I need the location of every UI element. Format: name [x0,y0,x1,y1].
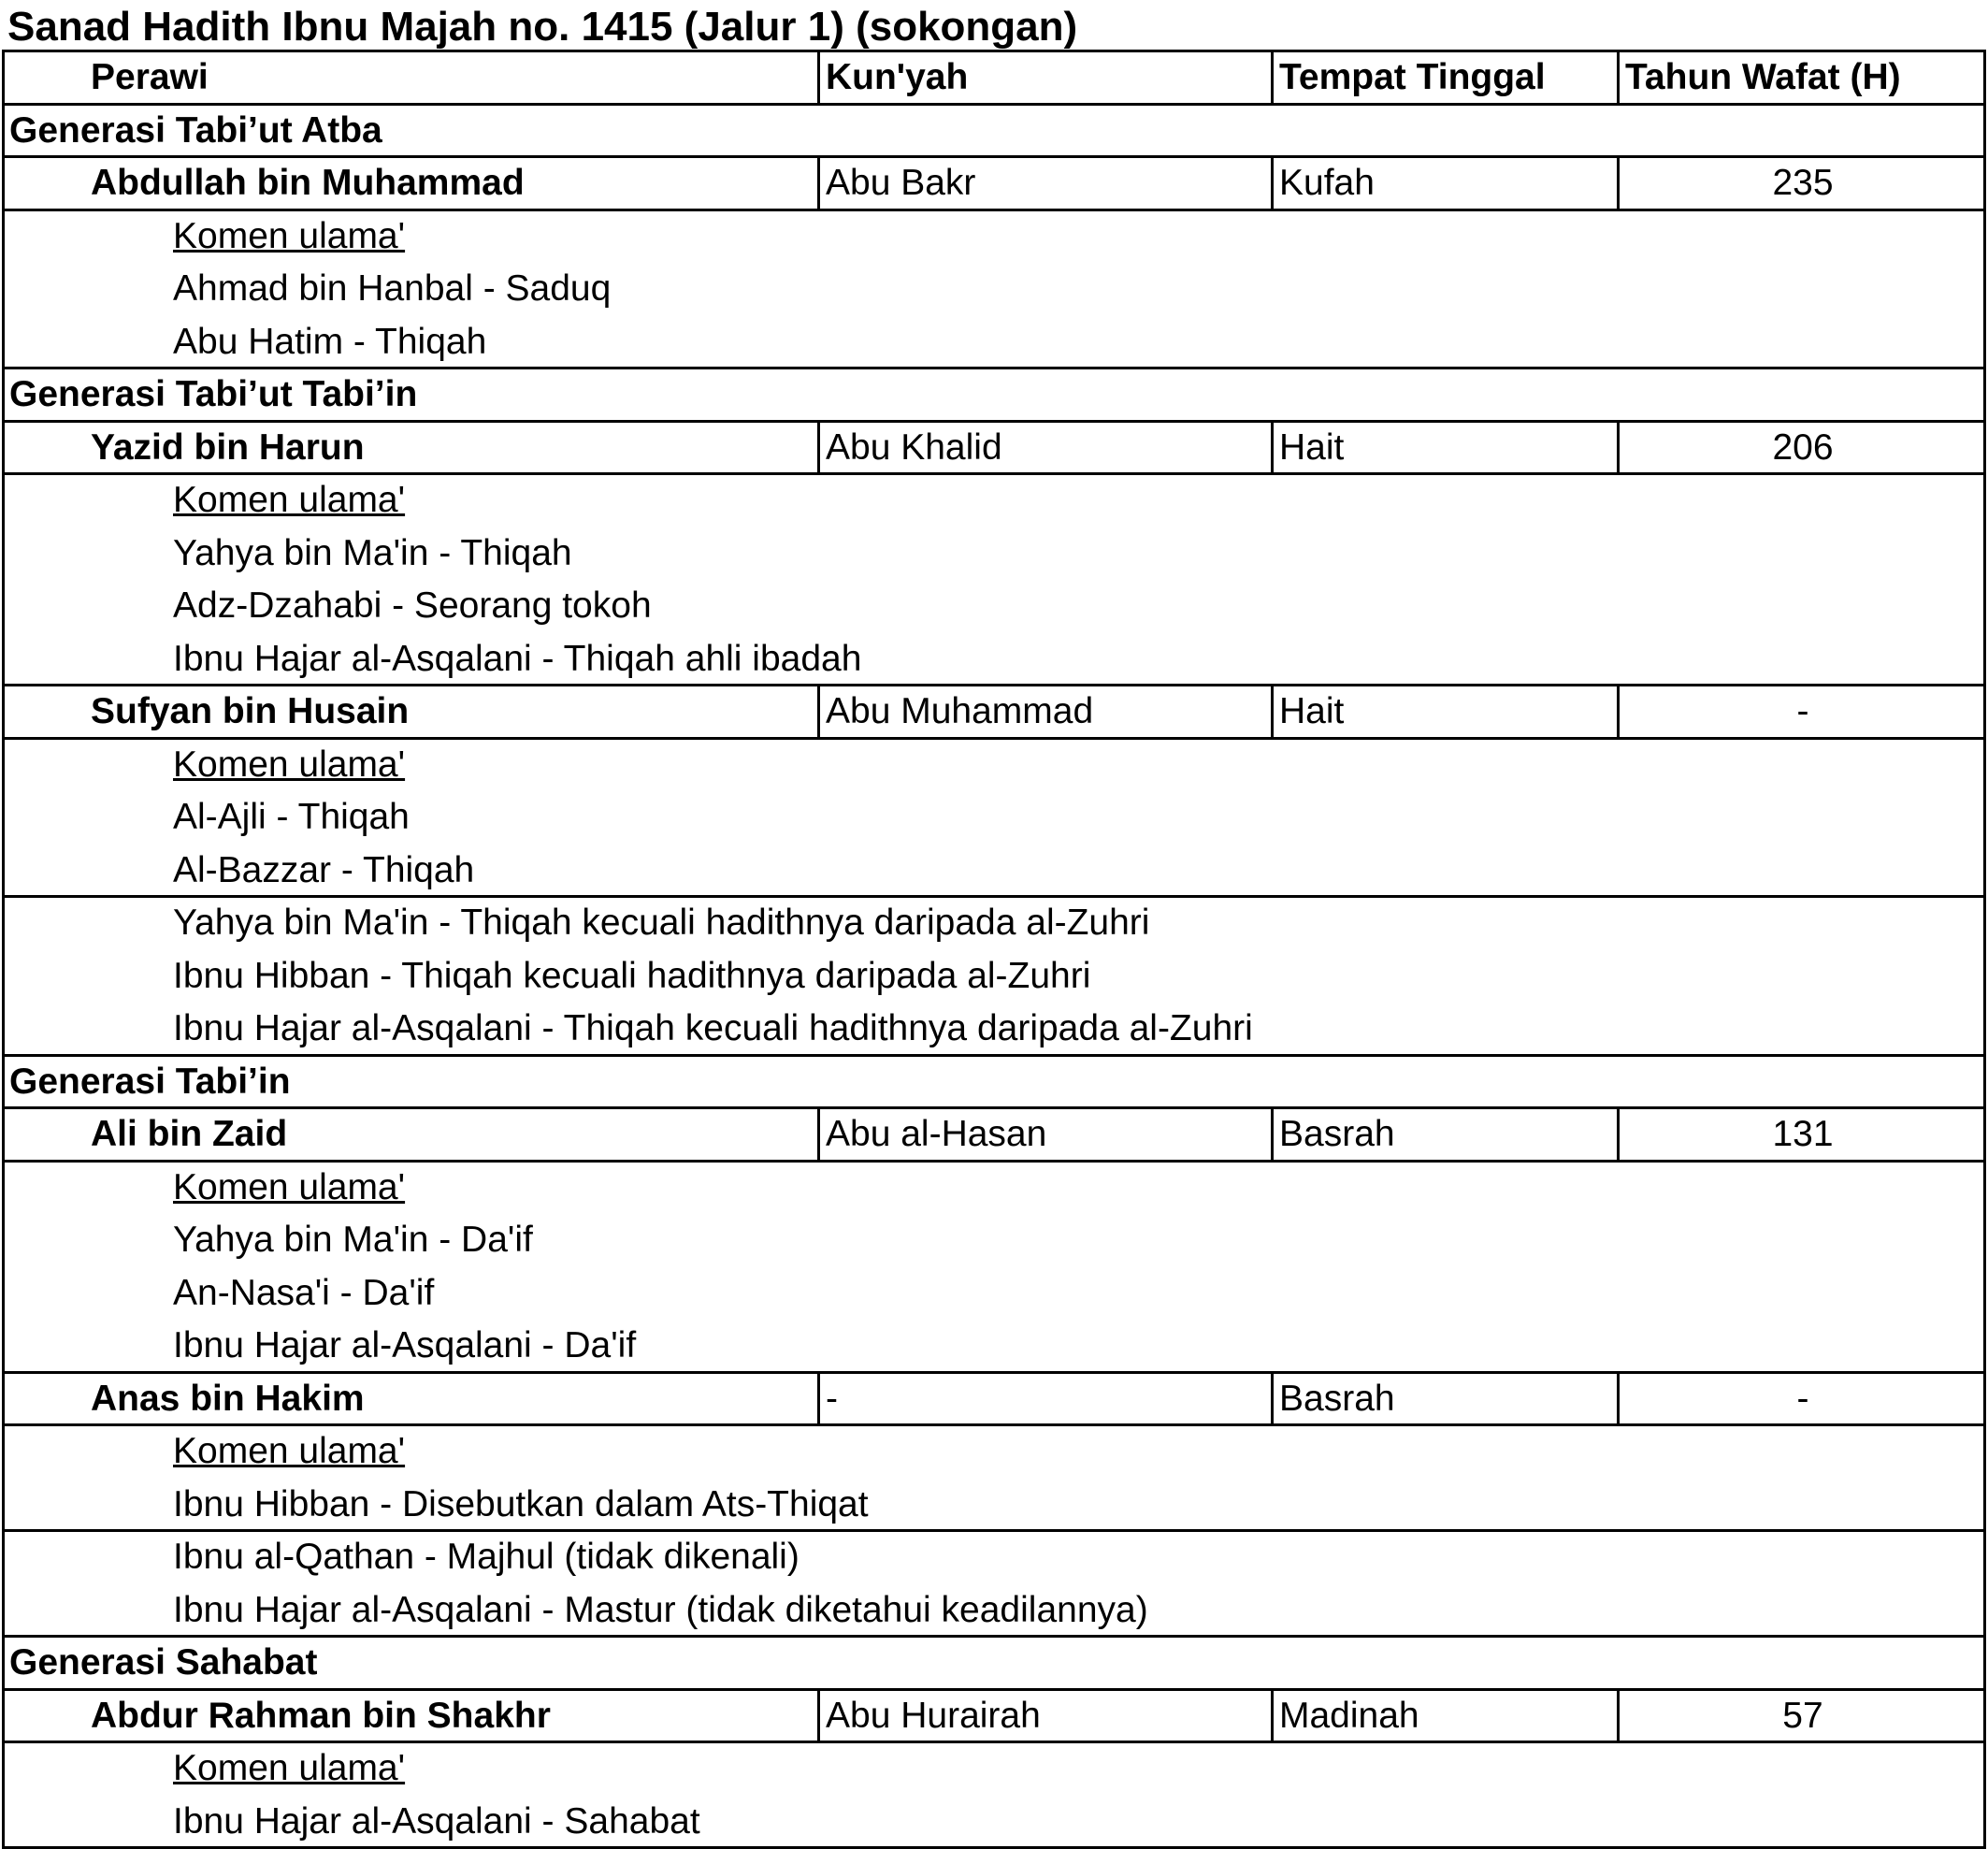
column-divider [2,50,5,1847]
narrator-tempat-tinggal: Basrah [1279,1114,1395,1154]
ulama-comment: Ibnu Hajar al-Asqalani - Thiqah ahli ibadah [173,638,862,679]
narrator-kunyah: Abu Bakr [826,163,976,203]
generation-label: Generasi Sahabat [9,1642,318,1683]
column-divider [1617,51,1620,106]
column-divider [1271,1689,1274,1744]
column-divider [1617,1107,1620,1163]
narrator-name: Yazid bin Harun [91,426,365,468]
ulama-comment: Ibnu Hibban - Thiqah kecuali hadithnya daripada al-Zuhri [173,955,1091,996]
komen-ulama-heading: Komen ulama' [173,1431,406,1471]
narrator-tempat-tinggal: Kufah [1279,163,1375,203]
narrator-tempat-tinggal: Hait [1279,426,1345,468]
narrator-tahun-wafat: 57 [1782,1695,1823,1736]
ulama-comment: Al-Bazzar - Thiqah [173,849,475,890]
sanad-table [2,50,1986,1847]
ulama-comment: An-Nasa'i - Da'if [173,1272,435,1313]
ulama-comment: Ibnu al-Qathan - Majhul (tidak dikenali) [173,1537,800,1577]
ulama-comment: Ibnu Hajar al-Asqalani - Da'if [173,1325,637,1365]
column-divider [1271,685,1274,740]
column-divider [1271,51,1274,106]
komen-ulama-heading: Komen ulama' [173,480,406,520]
generation-label: Generasi Tabi’in [9,1061,291,1102]
column-divider [1617,156,1620,211]
narrator-tempat-tinggal: Madinah [1279,1695,1419,1736]
narrator-name: Sufyan bin Husain [91,691,410,731]
column-header-kunyah: Kun'yah [826,57,969,97]
column-divider [1271,156,1274,211]
generation-label: Generasi Tabi’ut Tabi’in [9,374,418,414]
column-divider [1617,421,1620,476]
komen-ulama-heading: Komen ulama' [173,1748,406,1788]
narrator-tahun-wafat: 235 [1772,163,1834,203]
ulama-comment: Ibnu Hibban - Disebutkan dalam Ats-Thiqat [173,1483,869,1524]
column-header-tahun-wafat: Tahun Wafat (H) [1625,57,1901,97]
narrator-kunyah: Abu Hurairah [826,1695,1041,1736]
ulama-comment: Al-Ajli - Thiqah [173,797,410,837]
ulama-comment: Adz-Dzahabi - Seorang tokoh [173,585,652,626]
column-divider [1617,1689,1620,1744]
ulama-comment: Yahya bin Ma'in - Thiqah kecuali hadithnya daripada al-Zuhri [173,903,1150,943]
ulama-comment: Ibnu Hajar al-Asqalani - Sahabat [173,1800,700,1842]
column-divider [817,1107,820,1163]
narrator-tahun-wafat: 131 [1772,1114,1834,1154]
narrator-name: Ali bin Zaid [91,1114,288,1154]
ulama-comment: Ahmad bin Hanbal - Saduq [173,268,612,309]
narrator-name: Abdullah bin Muhammad [91,163,525,203]
generation-label: Generasi Tabi’ut Atba [9,109,382,151]
column-header-tempat-tinggal: Tempat Tinggal [1279,57,1546,97]
narrator-tempat-tinggal: Hait [1279,691,1345,731]
narrator-kunyah: Abu Khalid [826,426,1002,468]
column-divider [1271,1107,1274,1163]
narrator-kunyah: Abu Muhammad [826,691,1094,731]
column-header-perawi: Perawi [91,57,209,97]
column-divider [1983,50,1986,1847]
column-divider [817,421,820,476]
column-divider [1617,685,1620,740]
komen-ulama-heading: Komen ulama' [173,744,406,785]
narrator-tahun-wafat: 206 [1772,426,1834,468]
narrator-tempat-tinggal: Basrah [1279,1378,1395,1419]
narrator-tahun-wafat: - [1796,1378,1809,1419]
narrator-kunyah: - [826,1378,838,1419]
ulama-comment: Abu Hatim - Thiqah [173,321,487,362]
column-divider [1271,1372,1274,1427]
column-divider [1271,421,1274,476]
column-divider [1617,1372,1620,1427]
ulama-comment: Yahya bin Ma'in - Thiqah [173,532,572,573]
ulama-comment: Ibnu Hajar al-Asqalani - Thiqah kecuali hadithnya daripada al-Zuhri [173,1008,1253,1048]
column-divider [817,1689,820,1744]
narrator-tahun-wafat: - [1796,691,1809,731]
column-divider [817,156,820,211]
column-divider [817,685,820,740]
narrator-kunyah: Abu al-Hasan [826,1114,1047,1154]
column-divider [817,51,820,106]
narrator-name: Abdur Rahman bin Shakhr [91,1695,551,1736]
ulama-comment: Ibnu Hajar al-Asqalani - Mastur (tidak diketahui keadilannya) [173,1589,1148,1630]
column-divider [817,1372,820,1427]
ulama-comment: Yahya bin Ma'in - Da'if [173,1220,533,1260]
komen-ulama-heading: Komen ulama' [173,1166,406,1207]
komen-ulama-heading: Komen ulama' [173,215,406,256]
narrator-name: Anas bin Hakim [91,1378,365,1419]
document-title: Sanad Hadith Ibnu Majah no. 1415 (Jalur 1) (sokongan) [7,4,1078,50]
